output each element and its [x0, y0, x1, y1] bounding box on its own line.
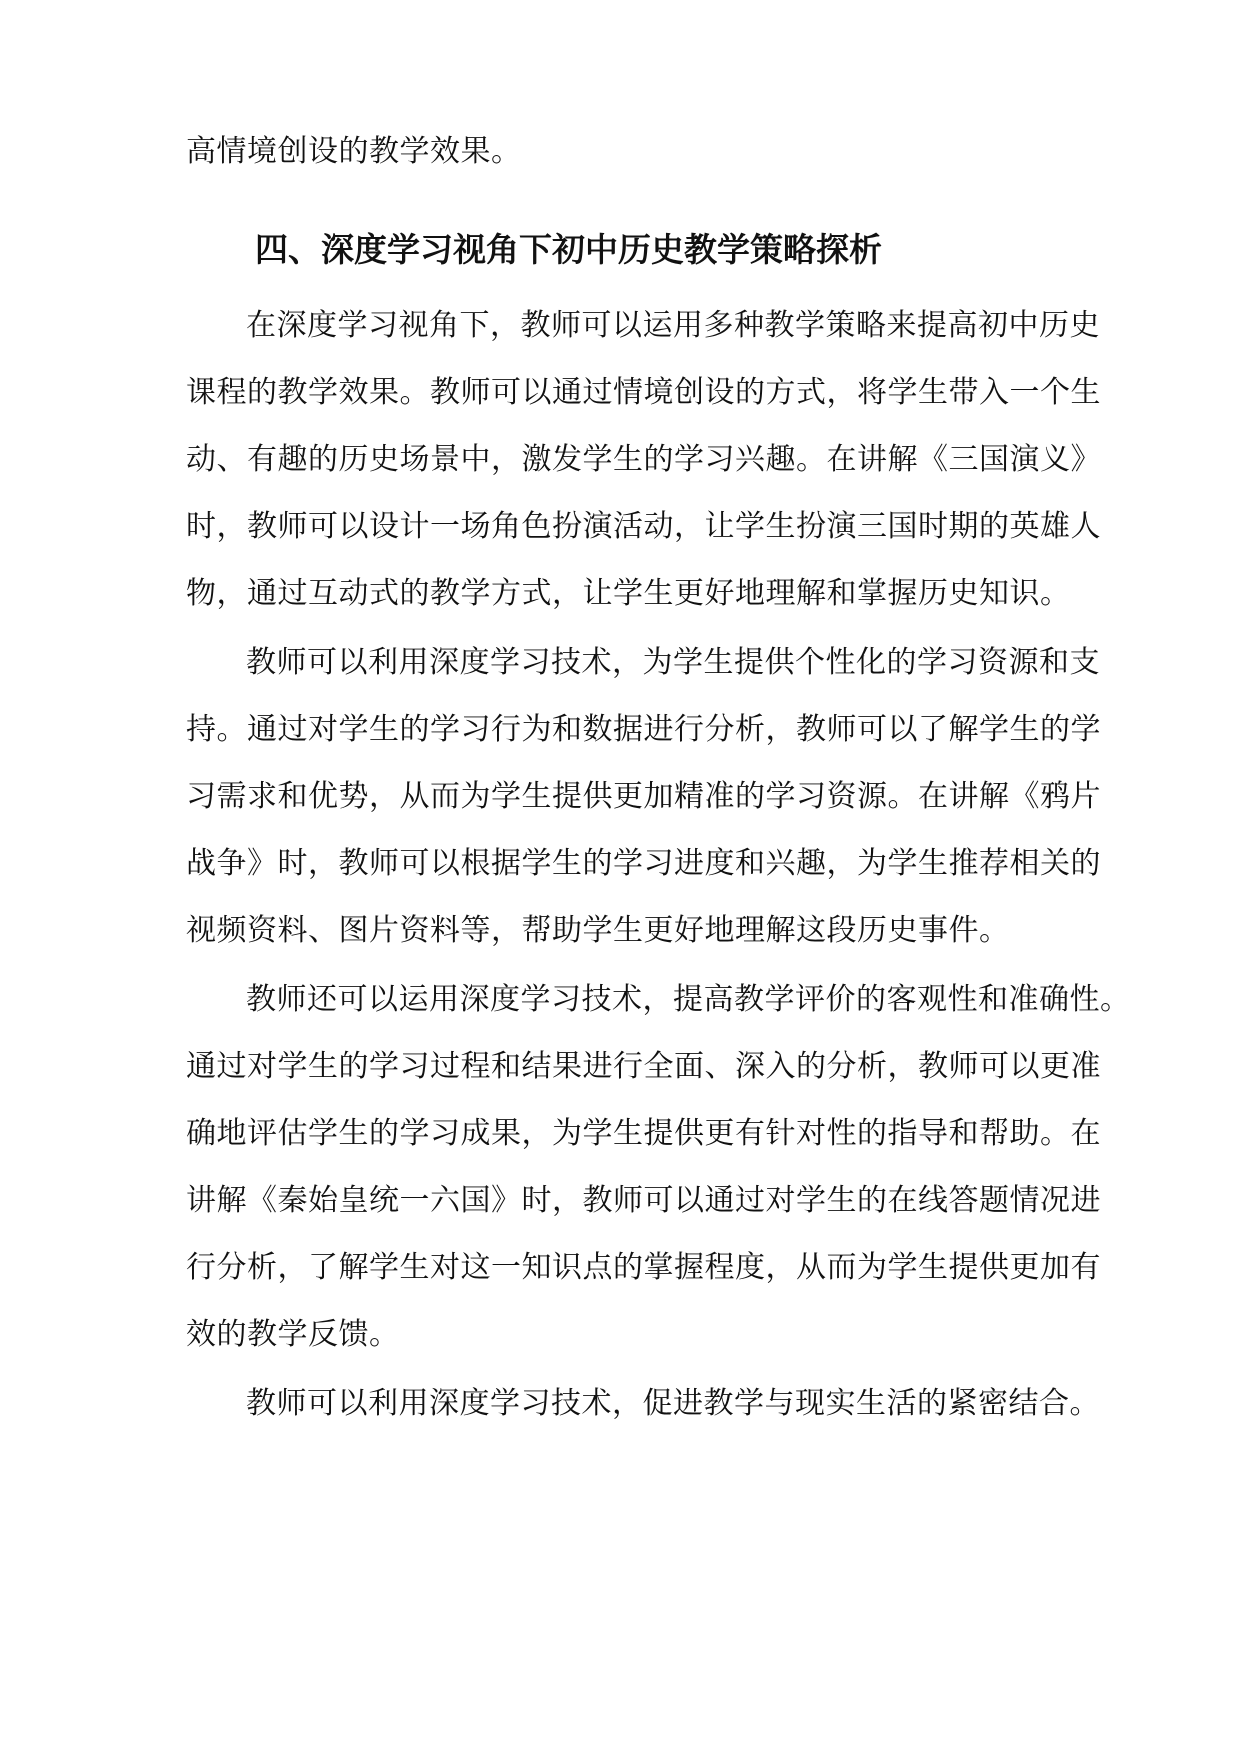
paragraph-line: 效的教学反馈。 — [186, 1317, 400, 1352]
paragraph-line: 持。通过对学生的学习行为和数据进行分析，教师可以了解学生的学 — [186, 712, 1101, 747]
paragraph-line: 通过对学生的学习过程和结果进行全面、深入的分析，教师可以更准 — [186, 1049, 1101, 1084]
paragraph-line: 教师可以利用深度学习技术，促进教学与现实生活的紧密结合。 — [246, 1386, 1100, 1421]
paragraph-line: 行分析，了解学生对这一知识点的掌握程度，从而为学生提供更加有 — [186, 1250, 1101, 1285]
paragraph-line: 视频资料、图片资料等，帮助学生更好地理解这段历史事件。 — [186, 913, 1010, 948]
paragraph-line: 讲解《秦始皇统一六国》时，教师可以通过对学生的在线答题情况进 — [186, 1183, 1101, 1218]
paragraph-line: 确地评估学生的学习成果，为学生提供更有针对性的指导和帮助。在 — [186, 1116, 1101, 1151]
paragraph-line: 动、有趣的历史场景中，激发学生的学习兴趣。在讲解《三国演义》 — [186, 442, 1101, 477]
paragraph-line: 在深度学习视角下，教师可以运用多种教学策略来提高初中历史 — [246, 308, 1100, 343]
paragraph-line: 教师还可以运用深度学习技术，提高教学评价的客观性和准确性。 — [246, 982, 1131, 1017]
paragraph-line: 时，教师可以设计一场角色扮演活动，让学生扮演三国时期的英雄人 — [186, 509, 1101, 544]
section-heading: 四、深度学习视角下初中历史教学策略探析 — [255, 230, 882, 269]
paragraph-line: 课程的教学效果。教师可以通过情境创设的方式，将学生带入一个生 — [186, 375, 1101, 410]
paragraph-line: 教师可以利用深度学习技术，为学生提供个性化的学习资源和支 — [246, 645, 1100, 680]
paragraph-line: 习需求和优势，从而为学生提供更加精准的学习资源。在讲解《鸦片 — [186, 779, 1101, 814]
paragraph-line: 战争》时，教师可以根据学生的学习进度和兴趣，为学生推荐相关的 — [186, 846, 1101, 881]
continuation-text: 高情境创设的教学效果。 — [186, 134, 522, 169]
paragraph-line: 物，通过互动式的教学方式，让学生更好地理解和掌握历史知识。 — [186, 576, 1071, 611]
